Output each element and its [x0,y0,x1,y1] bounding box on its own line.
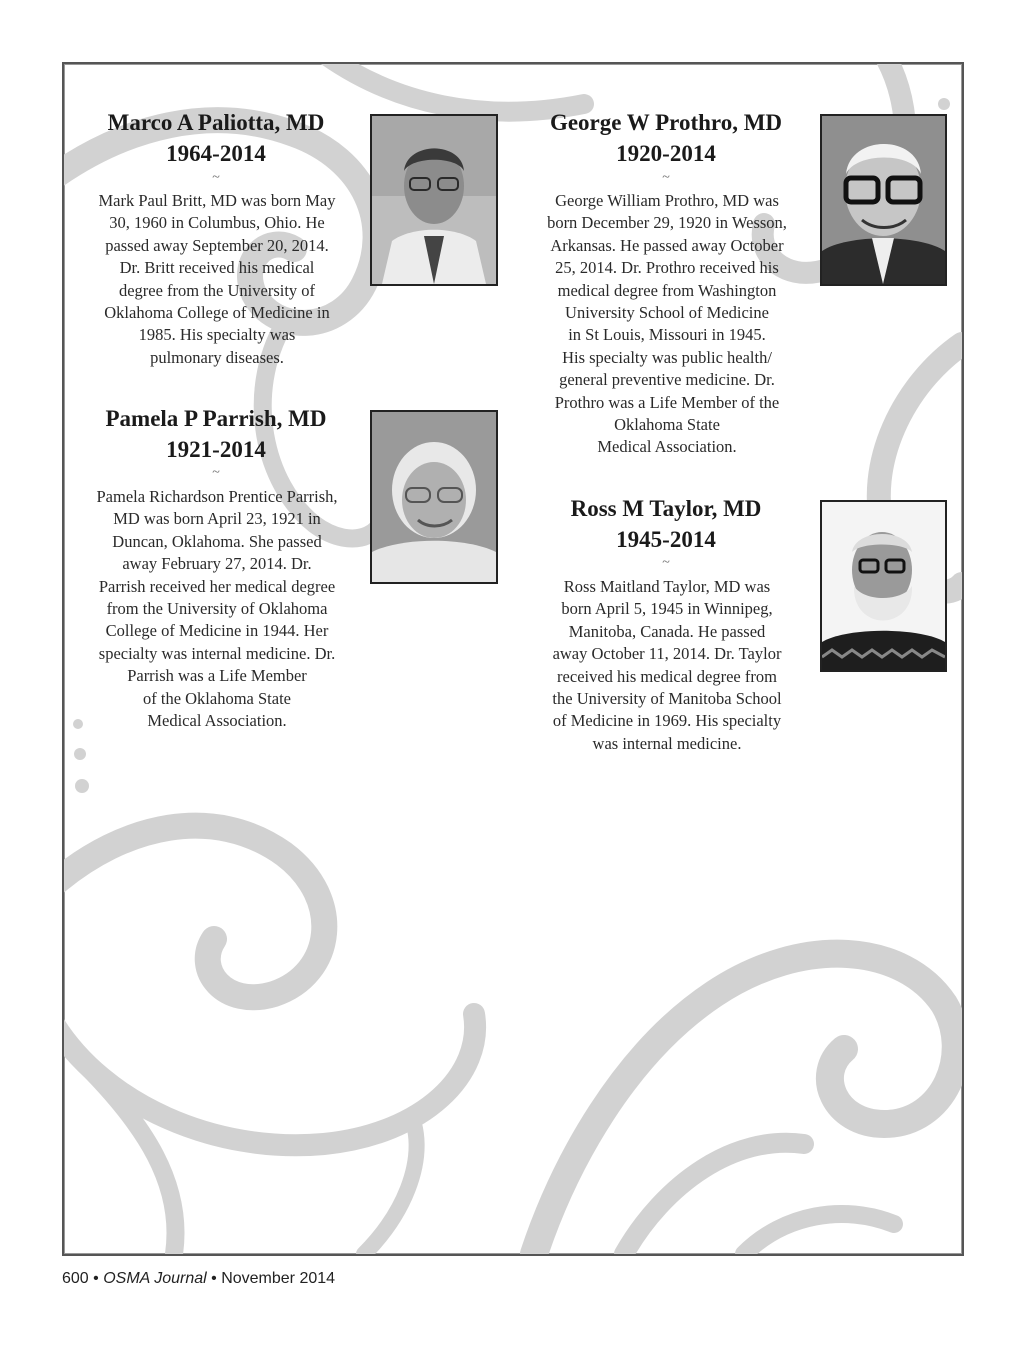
separator-tilde: ~ [662,555,670,570]
portrait-photo [820,500,947,672]
issue-date: November 2014 [221,1270,336,1287]
portrait-photo [370,410,498,584]
obituary-name: Ross M Taylor, MD [570,496,762,521]
page-footer [62,1270,335,1288]
obituary-bio: Pamela Richardson Prentice Parrish, MD was born April 23, 1921 in Duncan, Oklahoma. She passed away February 27, 2014. Dr. Parrish received her medical degree from the University of Oklahoma College of Medicine in 1944. Her specialty was internal medicine. Dr. Parrish was a Life Member of the Oklahoma State Medical Association. [96,487,338,731]
obituary-years: 1964-2014 [166,141,266,166]
obituary-bio: Ross Maitland Taylor, MD was born April 5, 1945 in Winnipeg, Manitoba, Canada. He passed away October 11, 2014. Dr. Taylor received his medical degree from the University of Manitoba School of Medicine in 1969. His specialty was internal medicine. [552,577,782,753]
obituary-bio: George William Prothro, MD was born December 29, 1920 in Wesson, Arkansas. He passed away October 25, 2014. Dr. Prothro received his medical degree from Washington University School of Medicine in St Louis, Missouri in 1945. His specialty was public health/ general preventive medicine. Dr. Prothro was a Life Member of the Oklahoma State Medical Association. [547,191,787,457]
obituary-years: 1920-2014 [616,141,716,166]
footer-bullet: • [211,1270,217,1287]
obituary-bio: Mark Paul Britt, MD was born May 30, 1960 in Columbus, Ohio. He passed away September 20, 2014. Dr. Britt received his medical degree from the University of Oklahoma College of Medicine in 1985. His specialty was pulmonary diseases. [98,191,336,367]
separator-tilde: ~ [662,170,670,185]
obituary-name: Marco A Paliotta, MD [107,110,325,135]
portrait-photo [370,114,498,286]
journal-title: OSMA Journal [103,1270,207,1287]
obituary-name: George W Prothro, MD [549,110,783,135]
obituary-years: 1921-2014 [166,437,266,462]
portrait-photo [820,114,947,286]
footer-bullet: • [93,1270,99,1287]
obituary-name: Pamela P Parrish, MD [105,406,327,431]
separator-tilde: ~ [212,465,220,480]
page-number: 600 [62,1270,89,1287]
separator-tilde: ~ [212,170,220,185]
obituary-years: 1945-2014 [616,527,716,552]
